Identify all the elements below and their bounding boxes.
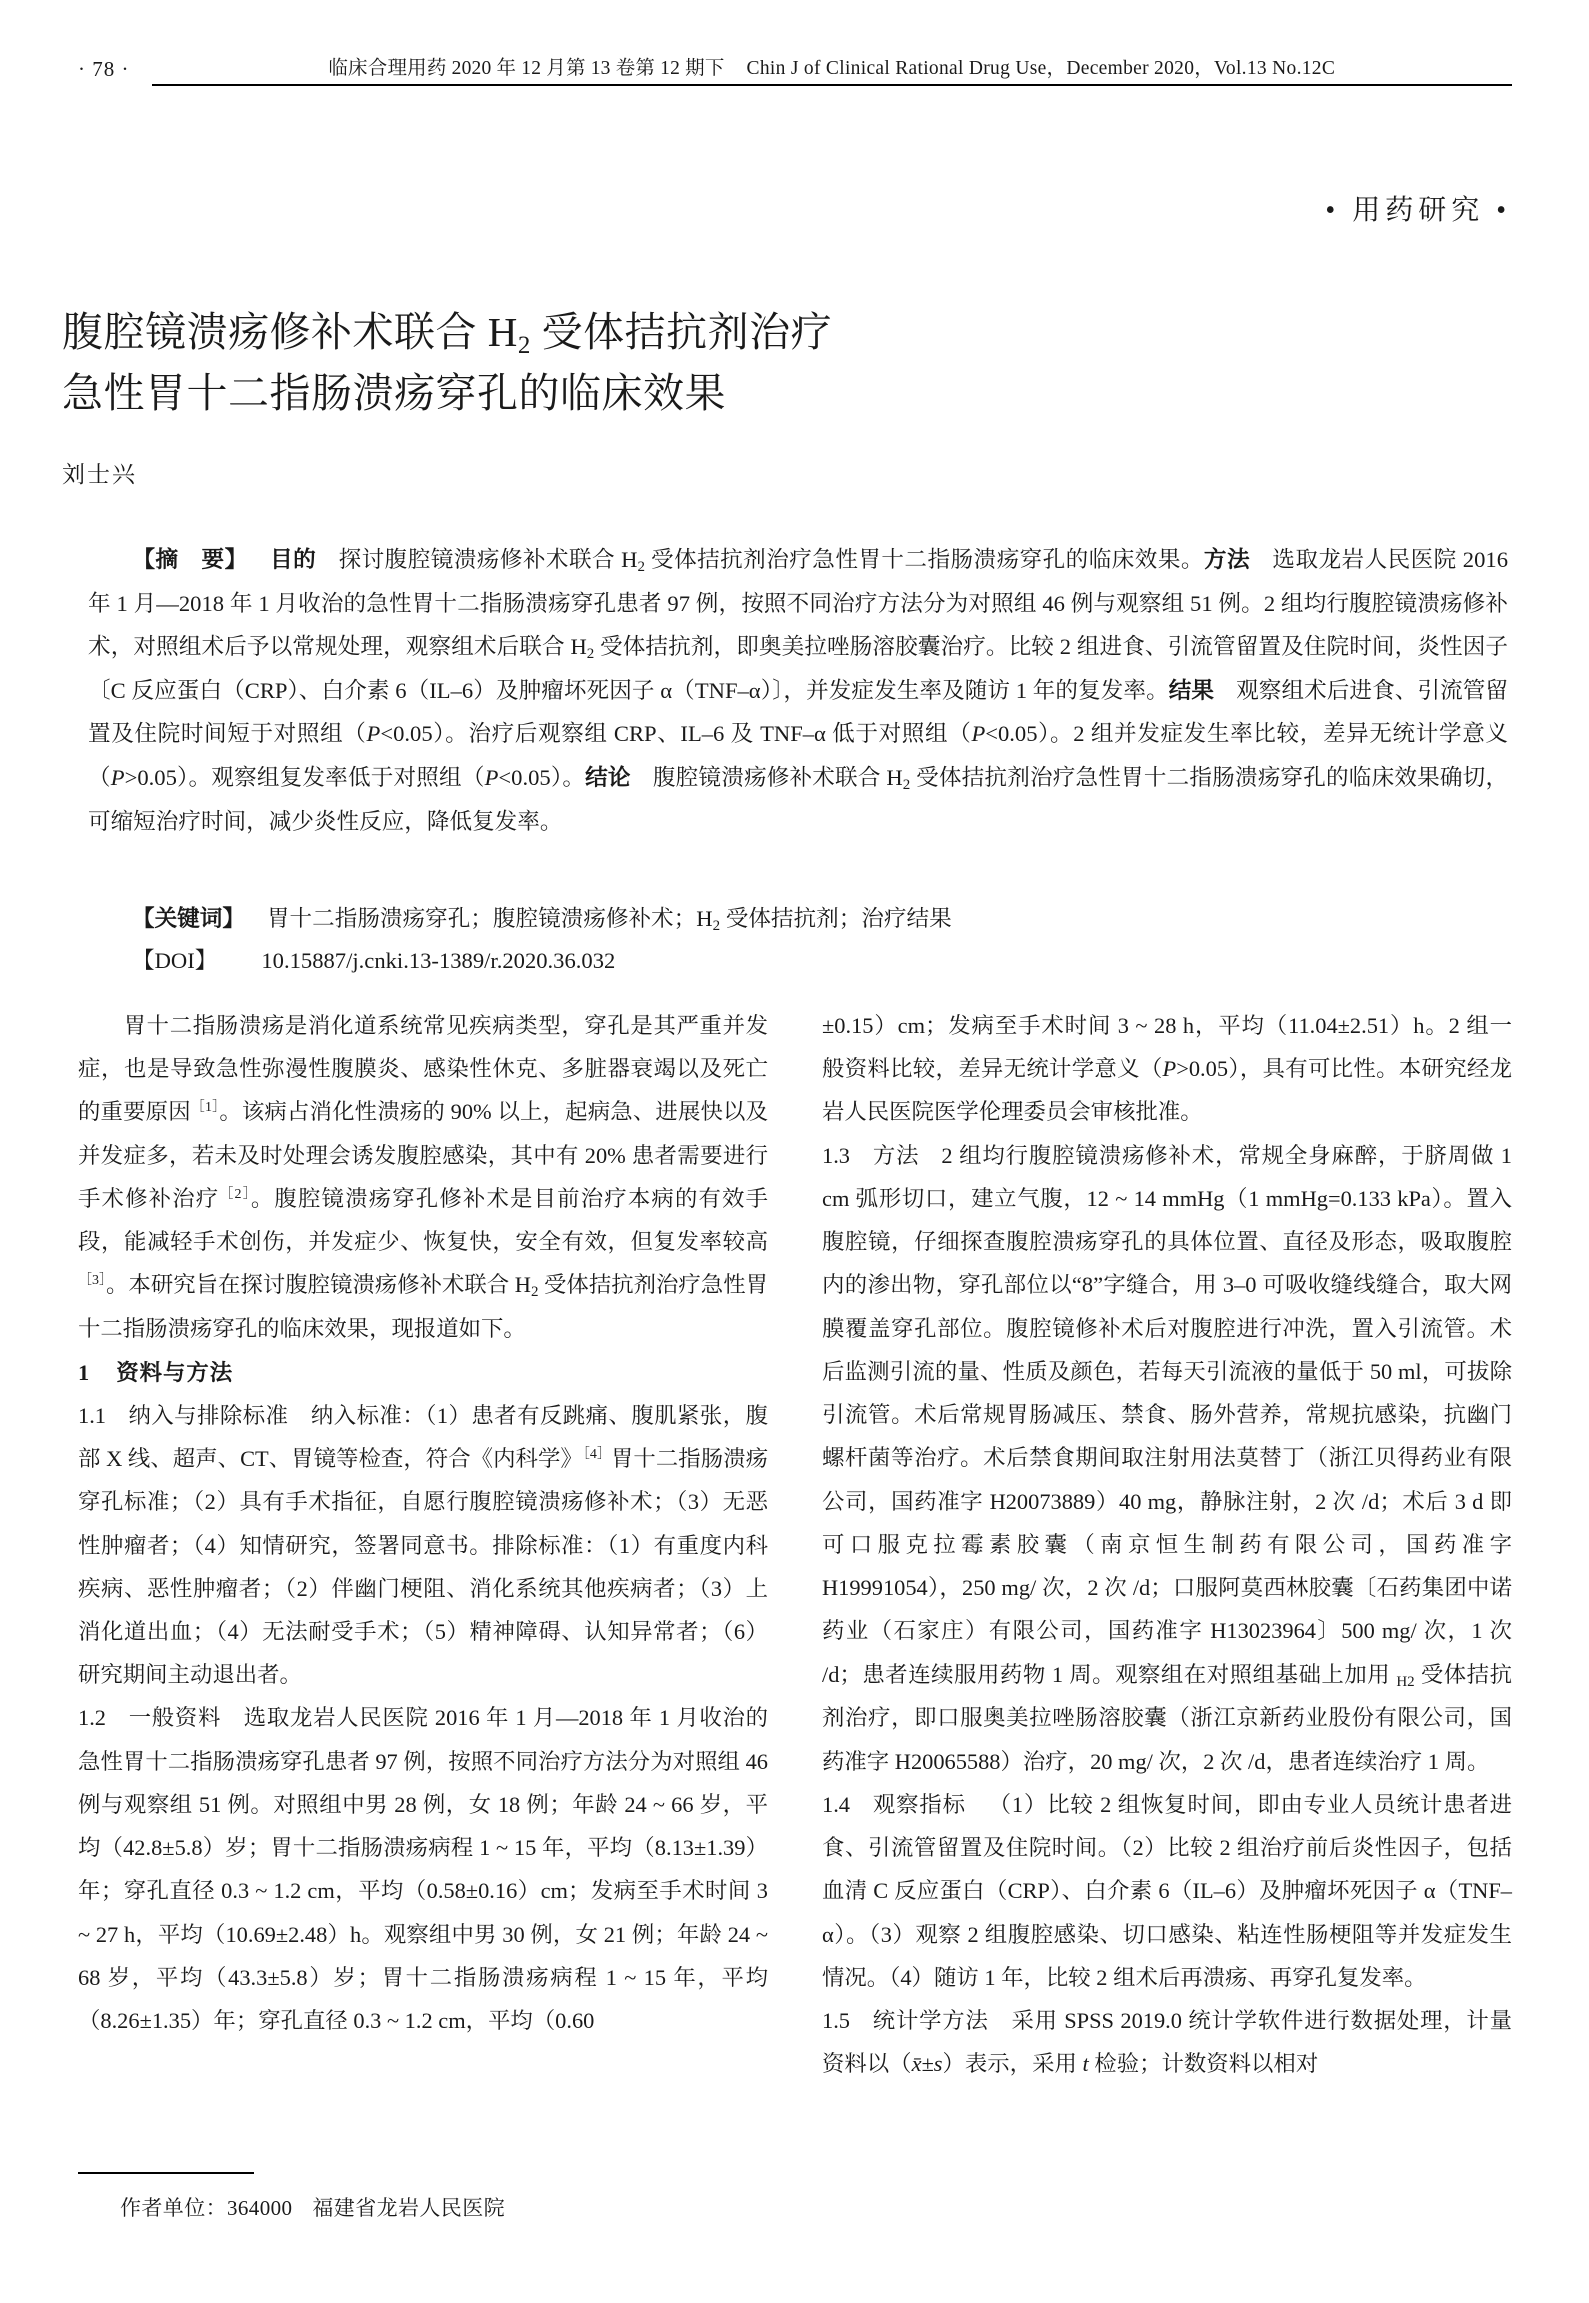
footnote-rule xyxy=(78,2172,254,2174)
objective-label: 目的 xyxy=(269,547,317,572)
sec-1-2-number: 1.2 xyxy=(78,1705,106,1731)
page-title xyxy=(62,303,1242,422)
sec-1-3-title: 方法 xyxy=(872,1142,920,1168)
conclusion-label: 结论 xyxy=(585,764,631,790)
sec-1-4-number: 1.4 xyxy=(822,1791,850,1817)
intro-paragraph: 胃十二指肠溃疡是消化道系统常见疾病类型，穿孔是其严重并发症，也是导致急性弥漫性腹膜炎、感染性休克、多脏器衰竭以及死亡的重要原因$^{[1]}$。该病占消化性溃疡的 90% 以上，起病急、进展快以及并发症多，若未及时处理会诱发腹腔感染，其中有 20% 患者需要进行手术修补治疗$^{[2]}$。腹腔镜溃疡穿孔修补术是目前治疗本病的有效手段，能减轻手术创伤，并发症少、恢复快，安全有效，但复发率较高$^{[3]}$。本研究旨在探讨腹腔镜溃疡修补术联合 $H_2$ 受体拮抗剂治疗急性胃十二指肠溃疡穿孔的临床效果，现报道如下。 xyxy=(78,1013,769,1342)
section-heading-1 xyxy=(78,1351,768,1394)
sec-1-3-text: 2 组均行腹腔镜溃疡修补术，常规全身麻醉，于脐周做 1 cm 弧形切口，建立气腹，12 ~ 14 mmHg（1 mmHg=0.133 kPa）。置入腹腔镜，仔细探查腹腔溃疡穿孔的具体位置、直径及形态，吸取腹腔内的渗出物，穿孔部位以“8”字缝合，用 3–0 可吸收缝线缝合，取大网膜覆盖穿孔部位。腹腔镜修补术后对腹腔进行冲洗，置入引流管。术后监测引流的量、性质及颜色，若每天引流液的量低于 50 ml，可拔除引流管。术后常规胃肠减压、禁食、肠外营养，常规抗感染，抗幽门螺杆菌等治疗。术后禁食期间取注射用法莫替丁（浙江贝得药业有限公司，国药准字 H20073889）40 mg，静脉注射，2 次 /d；术后 3 d 即可口服克拉霉素胶囊（南京恒生制药有限公司，国药准字 H19991054），250 mg/ 次，2 次 /d；口服阿莫西林胶囊〔石药集团中诺药业（石家庄）有限公司，国药准字 H13023964〕500 mg/ 次，1 次 /d；患者连续服用药物 1 周。观察组在对照组基础上加用 $_{H2}$ 受体拮抗剂治疗，即口服奥美拉唑肠溶胶囊（浙江京新药业股份有限公司，国药准字 H20065588）治疗，20 mg/ 次，2 次 /d，患者连续治疗 1 周。 xyxy=(822,1142,1512,1774)
page-folio: · 78 · xyxy=(78,57,130,81)
keywords-label: 【关键词】 xyxy=(132,906,245,931)
sec-1-2-text: 选取龙岩人民医院 2016 年 1 月—2018 年 1 月收治的急性胃十二指肠溃疡穿孔患者 97 例，按照不同治疗方法分为对照组 46 例与观察组 51 例。对照组中男 28 例，女 18 例；年龄 24 ~ 66 岁，平均（42.8±5.8）岁；胃十二指肠溃疡病程 1 ~ 15 年，平均（8.13±1.39）年；穿孔直径 0.3 ~ 1.2 cm，平均（0.58±0.16）cm；发病至手术时间 3 ~ 27 h，平均（10.69±2.48）h。观察组中男 30 例，女 21 例；年龄 24 ~ 68 岁，平均（43.3±5.8）岁；胃十二指肠溃疡病程 1 ~ 15 年，平均（8.26±1.35）年；穿孔直径 0.3 ~ 1.2 cm，平均（0.60 xyxy=(78,1705,768,2034)
keywords-line xyxy=(88,898,1508,941)
sec-1-3-number: 1.3 xyxy=(822,1142,850,1168)
subsection-1-2 xyxy=(78,1696,768,2042)
abstract-paragraph xyxy=(88,538,1508,843)
abstract-label: 【摘 要】 xyxy=(132,547,248,572)
sec-1-2-title: 一般资料 xyxy=(128,1705,222,1731)
affiliation-label: 作者单位： xyxy=(120,2196,227,2220)
title-subscript: 2 xyxy=(517,332,531,360)
methods-label: 方法 xyxy=(1203,547,1250,572)
title-line-1-part-a: 腹腔镜溃疡修补术联合 H xyxy=(62,309,518,356)
journal-title-en: Chin J of Clinical Rational Drug Use，December 2020，Vol.13 No.12C xyxy=(746,58,1336,79)
sec-1-1-text: 纳入标准：（1）患者有反跳痛、腹肌紧张，腹部 X 线、超声、CT、胃镜等检查，符合《内科学》$^{[4]}$胃十二指肠溃疡穿孔标准；（2）具有手术指征，自愿行腹腔镜溃疡修补术；（3）无恶性肿瘤者；（4）知情研究，签署同意书。排除标准：（1）有重度内科疾病、恶性肿瘤者；（2）伴幽门梗阻、消化系统其他疾病者；（3）上消化道出血；（4）无法耐受手术；（5）精神障碍、认知异常者；（6）研究期间主动退出者。 xyxy=(78,1402,769,1688)
affiliation-postcode: 364000 xyxy=(227,2196,293,2220)
sec-1-1-title: 纳入与排除标准 xyxy=(128,1402,289,1428)
abstract-block xyxy=(88,538,1508,843)
author-affiliation-footnote xyxy=(78,2192,505,2222)
sec-1-5-number: 1.5 xyxy=(822,2008,850,2034)
doi-line xyxy=(88,940,1508,983)
body-columns xyxy=(78,1004,1512,2234)
section-label: • 用药研究 • xyxy=(1325,195,1511,226)
column-left xyxy=(78,1004,768,2042)
sec-1-5-text: 采用 SPSS 2019.0 统计学软件进行数据处理，计量资料以（x̄±s）表示，采用 t 检验；计数资料以相对 xyxy=(822,2008,1513,2077)
title-line-1-part-b: 受体拮抗剂治疗 xyxy=(530,309,833,356)
running-head xyxy=(78,52,1512,86)
subsection-1-1 xyxy=(78,1394,768,1697)
doi-value[interactable]: 10.15887/j.cnki.13-1389/r.2020.36.032 xyxy=(261,948,616,973)
objective-text: 探讨腹腔镜溃疡修补术联合 $H_2$ 受体拮抗剂治疗急性胃十二指肠溃疡穿孔的临床效果。 xyxy=(338,547,1204,575)
running-head-text xyxy=(152,52,1513,80)
running-head-rule xyxy=(152,52,1513,86)
sec-1-4-title: 观察指标 xyxy=(872,1791,966,1817)
column-right xyxy=(822,1004,1512,2086)
journal-title-cn: 临床合理用药 2020 年 12 月第 13 卷第 12 期下 xyxy=(328,58,725,79)
subsection-1-4 xyxy=(822,1783,1512,1999)
results-label: 结果 xyxy=(1168,677,1215,703)
doi-label: 【DOI】 xyxy=(132,948,218,973)
cont-text: ±0.15）cm；发病至手术时间 3 ~ 28 h，平均（11.04±2.51）h。2 组一般资料比较，差异无统计学意义（P>0.05），具有可比性。本研究经龙岩人民医院医学伦理委员会审核批准。 xyxy=(822,1013,1512,1125)
sec-1-5-title: 统计学方法 xyxy=(872,2008,989,2034)
affiliation-name: 福建省龙岩人民医院 xyxy=(312,2196,506,2220)
methods-text: 选取龙岩人民医院 2016 年 1 月—2018 年 1 月收治的急性胃十二指肠溃疡穿孔患者 97 例，按照不同治疗方法分为对照组 46 例与观察组 51 例。2 组均行腹腔镜溃疡修补术，对照组术后予以常规处理，观察组术后联合 $H_2$ 受体拮抗剂，即奥美拉唑肠溶胶囊治疗。比较 2 组进食、引流管留置及住院时间，炎性因子〔C 反应蛋白（CRP）、白介素 6（IL–6）及肿瘤坏死因子 α（TNF–α）〕，并发症发生率及随访 1 年的复发率。 xyxy=(88,547,1508,703)
sec-1-4-text: （1）比较 2 组恢复时间，即由专业人员统计患者进食、引流管留置及住院时间。（2）比较 2 组治疗前后炎性因子，包括血清 C 反应蛋白（CRP）、白介素 6（IL–6）及肿瘤坏死因子 α（TNF–α）。（3）观察 2 组腹腔感染、切口感染、粘连性肠梗阻等并发症发生情况。（4）随访 1 年，比较 2 组术后再溃疡、再穿孔复发率。 xyxy=(822,1791,1512,1990)
section-1-title: 资料与方法 xyxy=(116,1359,234,1385)
conclusion-text: 腹腔镜溃疡修补术联合 $H_2$ 受体拮抗剂治疗急性胃十二指肠溃疡穿孔的临床效果确切，可缩短治疗时间，减少炎性反应，降低复发率。 xyxy=(88,764,1509,834)
section-1-number: 1 xyxy=(78,1359,91,1385)
results-text: 观察组术后进食、引流管留置及住院时间短于对照组（P<0.05）。治疗后观察组 CRP、IL–6 及 TNF–α 低于对照组（P<0.05）。2 组并发症发生率比较，差异无统计学意义（P>0.05）。观察组复发率低于对照组（P<0.05）。 xyxy=(88,677,1508,790)
title-line-2: 急性胃十二指肠溃疡穿孔的临床效果 xyxy=(62,369,726,416)
continuation-paragraph xyxy=(822,1004,1512,1134)
keywords-text: 胃十二指肠溃疡穿孔；腹腔镜溃疡修补术；$H_2$ 受体拮抗剂；治疗结果 xyxy=(266,906,952,934)
subsection-1-3 xyxy=(822,1134,1512,1783)
subsection-1-5 xyxy=(822,1999,1512,2085)
author-name: 刘士兴 xyxy=(62,462,137,487)
sec-1-1-number: 1.1 xyxy=(78,1402,106,1428)
